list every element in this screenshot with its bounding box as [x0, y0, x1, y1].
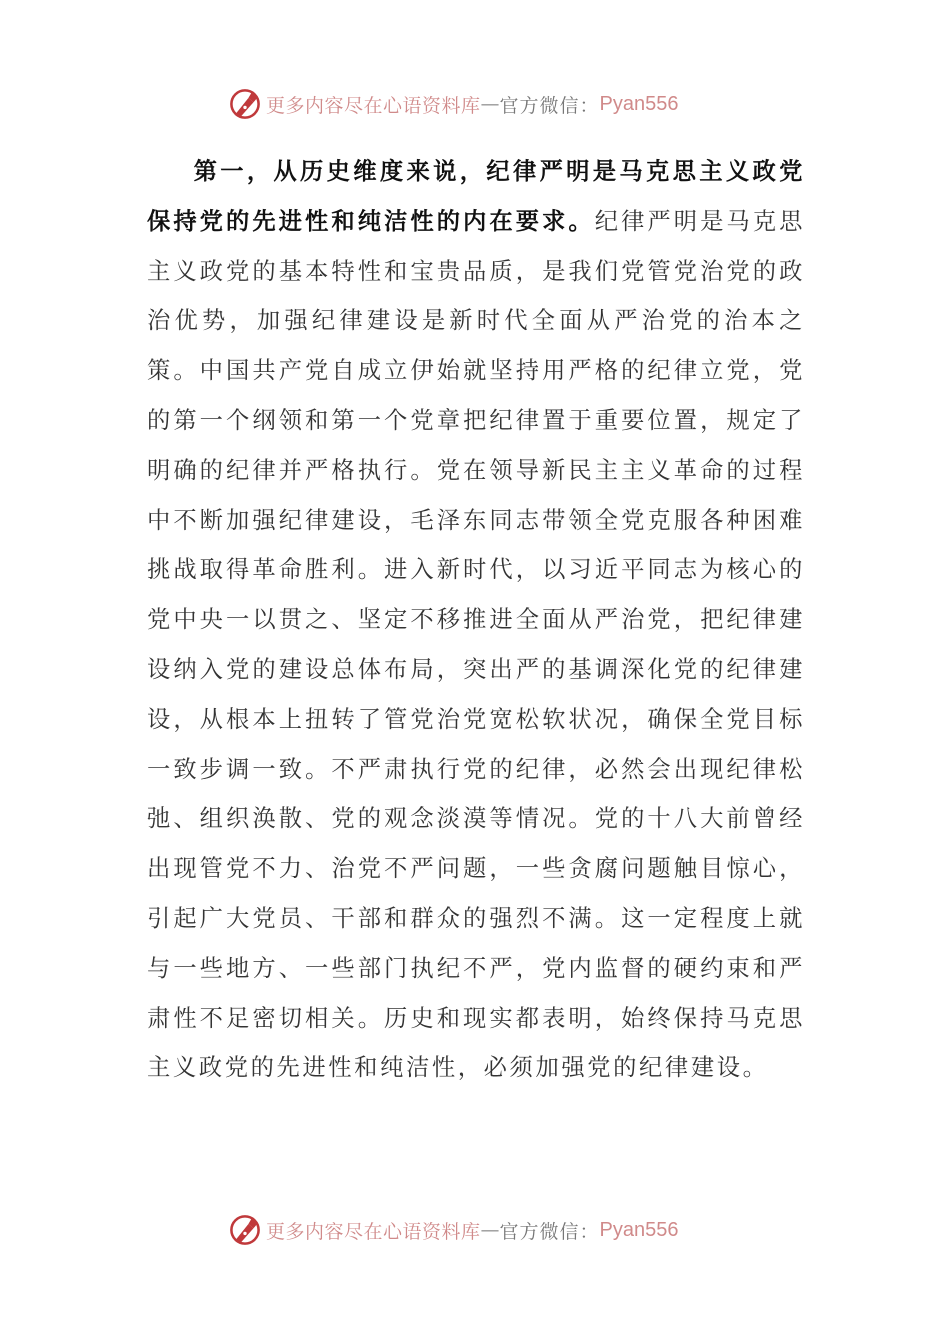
banner-wechat-id: Pyan556 — [599, 92, 679, 115]
lead-sentence: 第一，从历史维度来说，纪律严明是马克思主义政党保持党的先进性和纯洁性的内在要求。 — [147, 158, 805, 235]
banner-title: 更多内容尽在心语资料库 — [266, 1220, 481, 1243]
header-banner — [228, 86, 679, 122]
footer-banner — [228, 1212, 679, 1248]
banner-wechat-label: 官方微信： — [499, 94, 600, 117]
banner-wechat-id: Pyan556 — [599, 1218, 679, 1241]
body-text: 纪律严明是马克思主义政党的基本特性和宝贵品质，是我们党管党治党的政治优势，加强纪律建设是新时代全面从严治党的治本之策。中国共产党自成立伊始就坚持用严格的纪律立党，党的第一个纲领和第一个党章把纪律置于重要位置，规定了明确的纪律并严格执行。党在领导新民主主义革命的过程中不断加强纪律建设，毛泽东同志带领全党克服各种困难挑战取得革命胜利。进入新时代，以习近平同志为核心的党中央一以贯之、坚定不移推进全面从严治党，把纪律建设纳入党的建设总体布局，突出严的基调深化党的纪律建设，从根本上扭转了管党治党宽松软状况，确保全党目标一致步调一致。不严肃执行党的纪律，必然会出现纪律松弛、组织涣散、党的观念淡漠等情况。党的十八大前曾经出现管党不力、治党不严问题，一些贪腐问题触目惊心，引起广大党员、干部和群众的强烈不满。这一定程度上就与一些地方、一些部门执纪不严，党内监督的硬约束和严肃性不足密切相关。历史和现实都表明，始终保持马克思主义政党的先进性和纯洁性，必须加强党的纪律建设。 — [147, 207, 805, 1082]
banner-dash: — — [480, 93, 500, 115]
banner-dash: — — [480, 1219, 500, 1241]
article-paragraph — [147, 147, 805, 1093]
banner-title: 更多内容尽在心语资料库 — [266, 94, 481, 117]
banner-wechat-label: 官方微信： — [499, 1220, 600, 1243]
pen-nib-logo-icon — [228, 1213, 262, 1247]
pen-nib-logo-icon — [228, 87, 262, 121]
